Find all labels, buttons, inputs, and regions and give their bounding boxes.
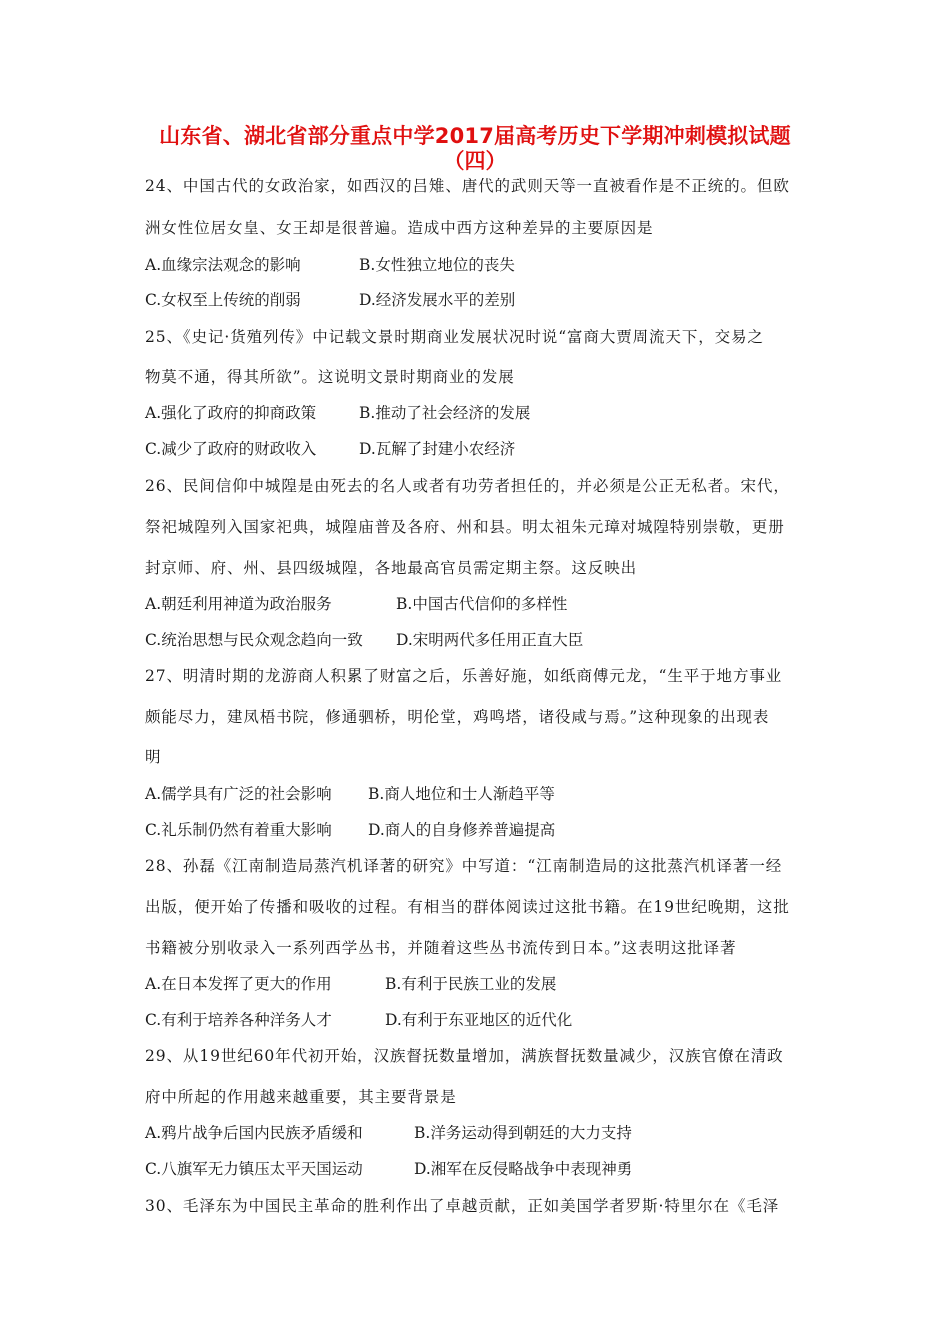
question-27-stem-line-2: 颇能尽力，建凤梧书院，修通驷桥，明伦堂，鸡鸣塔，诸役咸与焉。”这种现象的出现表 bbox=[145, 708, 770, 726]
option-a: A.强化了政府的抑商政策 bbox=[145, 404, 317, 422]
option-b: B.中国古代信仰的多样性 bbox=[396, 595, 568, 613]
question-29-stem-line-2: 府中所起的作用越来越重要，其主要背景是 bbox=[145, 1088, 457, 1106]
option-c: C.八旗军无力镇压太平天国运动 bbox=[145, 1160, 363, 1178]
option-a: A.儒学具有广泛的社会影响 bbox=[145, 785, 332, 803]
option-c: C.减少了政府的财政收入 bbox=[145, 440, 317, 458]
option-c: C.有利于培养各种洋务人才 bbox=[145, 1011, 332, 1029]
option-b: B.有利于民族工业的发展 bbox=[385, 975, 557, 993]
option-c: C.女权至上传统的削弱 bbox=[145, 291, 301, 309]
option-d: D.瓦解了封建小农经济 bbox=[359, 440, 516, 458]
question-30-stem-line-1: 30、毛泽东为中国民主革命的胜利作出了卓越贡献，正如美国学者罗斯·特里尔在《毛泽 bbox=[145, 1197, 780, 1215]
option-c: C.礼乐制仍然有着重大影响 bbox=[145, 821, 332, 839]
question-28-stem-line-2: 出版，便开始了传播和吸收的过程。有相当的群体阅读过这批书籍。在19世纪晚期，这批 bbox=[145, 898, 790, 916]
question-27-stem-line-3: 明 bbox=[145, 748, 162, 766]
question-28-stem-line-3: 书籍被分别收录入一系列西学丛书，并随着这些丛书流传到日本。”这表明这批译著 bbox=[145, 939, 737, 957]
question-25-stem-line-1: 25、《史记·货殖列传》中记载文景时期商业发展状况时说“富商大贾周流天下，交易之 bbox=[145, 328, 764, 346]
question-24-stem-line-2: 洲女性位居女皇、女王却是很普遍。造成中西方这种差异的主要原因是 bbox=[145, 219, 654, 237]
option-b: B.商人地位和士人渐趋平等 bbox=[368, 785, 555, 803]
option-d: D.宋明两代多任用正直大臣 bbox=[396, 631, 584, 649]
option-d: D.有利于东亚地区的近代化 bbox=[385, 1011, 573, 1029]
question-26-stem-line-1: 26、民间信仰中城隍是由死去的名人或者有功劳者担任的，并必须是公正无私者。宋代， bbox=[145, 477, 790, 495]
question-26-stem-line-2: 祭祀城隍列入国家祀典，城隍庙普及各府、州和县。明太祖朱元璋对城隍特别崇敬，更册 bbox=[145, 518, 785, 536]
document-title-suffix: （四） bbox=[443, 149, 507, 173]
option-a: A.鸦片战争后国内民族矛盾缓和 bbox=[145, 1124, 363, 1142]
question-24-stem-line-1: 24、中国古代的女政治家，如西汉的吕雉、唐代的武则天等一直被看作是不正统的。但欧 bbox=[145, 177, 790, 195]
question-27-stem-line-1: 27、明清时期的龙游商人积累了财富之后，乐善好施，如纸商傅元龙，“生平于地方事业 bbox=[145, 667, 783, 685]
document-title: 山东省、湖北省部分重点中学2017届高考历史下学期冲刺模拟试题 bbox=[159, 124, 791, 148]
question-28-stem-line-1: 28、孙磊《江南制造局蒸汽机译著的研究》中写道：“江南制造局的这批蒸汽机译著一经 bbox=[145, 857, 783, 875]
option-b: B.洋务运动得到朝廷的大力支持 bbox=[414, 1124, 632, 1142]
question-25-stem-line-2: 物莫不通，得其所欲”。这说明文景时期商业的发展 bbox=[145, 368, 515, 386]
question-29-stem-line-1: 29、从19世纪60年代初开始，汉族督抚数量增加，满族督抚数量减少，汉族官僚在清政 bbox=[145, 1047, 784, 1065]
option-d: D.湘军在反侵略战争中表现神勇 bbox=[414, 1160, 633, 1178]
option-a: A.朝廷利用神道为政治服务 bbox=[145, 595, 332, 613]
option-d: D.经济发展水平的差别 bbox=[359, 291, 516, 309]
question-26-stem-line-3: 封京师、府、州、县四级城隍，各地最高官员需定期主祭。这反映出 bbox=[145, 559, 638, 577]
option-c: C.统治思想与民众观念趋向一致 bbox=[145, 631, 363, 649]
option-a: A.在日本发挥了更大的作用 bbox=[145, 975, 332, 993]
option-b: B.女性独立地位的丧失 bbox=[359, 256, 515, 274]
option-b: B.推动了社会经济的发展 bbox=[359, 404, 531, 422]
option-d: D.商人的自身修养普遍提高 bbox=[368, 821, 556, 839]
option-a: A.血缘宗法观念的影响 bbox=[145, 256, 301, 274]
